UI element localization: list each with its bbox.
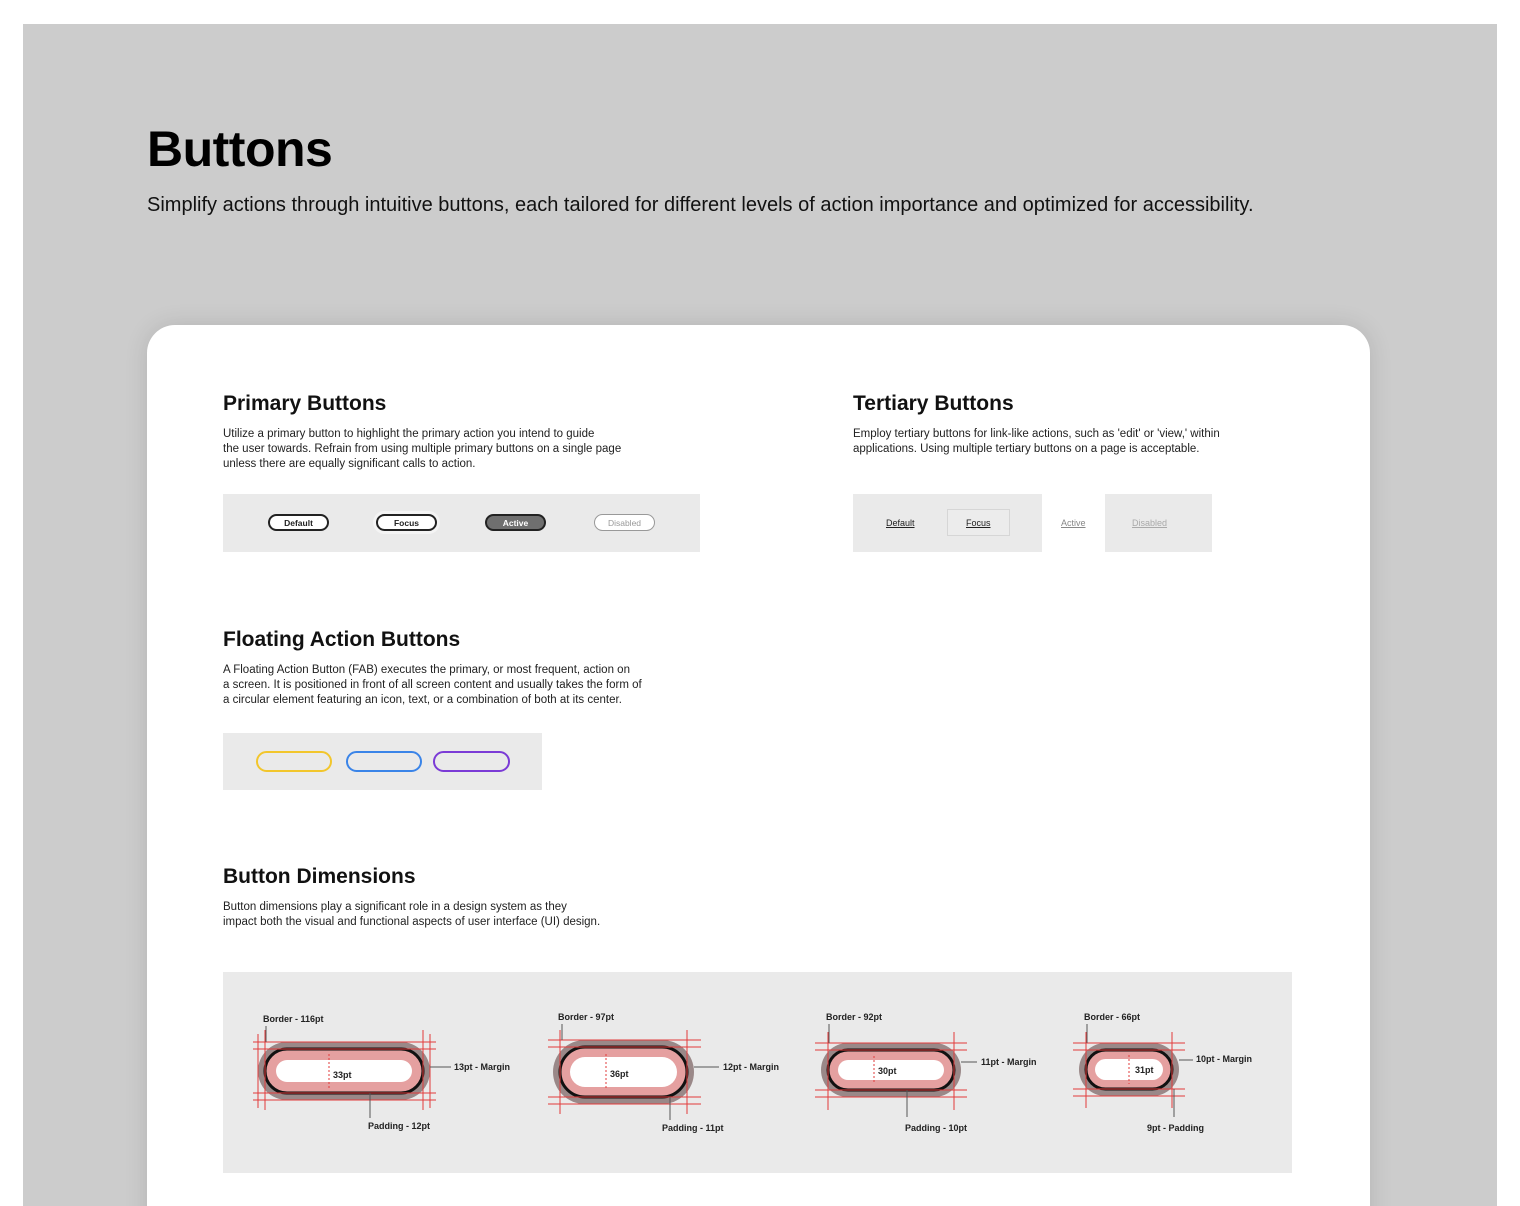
primary-buttons-title: Primary Buttons <box>223 392 387 415</box>
buttons-card <box>147 325 1370 1206</box>
fab-description: A Floating Action Button (FAB) executes the primary, or most frequent, action on a screen. It is positioned in front of all screen content and usually takes the form of a circular element featuring an icon, text, or a combination of both at its center. <box>223 664 642 706</box>
primary-default-button[interactable]: Default <box>268 514 329 531</box>
spec4-padding-label: 9pt - Padding <box>1147 1123 1204 1133</box>
fab-blue-button[interactable] <box>346 751 422 772</box>
dimensions-panel <box>223 972 1292 1173</box>
fab-panel <box>223 733 542 790</box>
primary-buttons-description: Utilize a primary button to highlight the primary action you intend to guide the user towards. Refrain from using multiple primary buttons on a single page unless there are equally significant calls to action. <box>223 428 622 470</box>
spec1-margin-label: 13pt - Margin <box>454 1062 511 1072</box>
primary-buttons-panel <box>223 494 700 552</box>
primary-focus-button[interactable]: Focus <box>376 514 437 531</box>
tertiary-disabled-link: Disabled <box>1132 518 1168 528</box>
dimension-diagrams <box>223 972 1292 1173</box>
spec3-padding-label: Padding - 10pt <box>905 1123 968 1133</box>
spec4-border-label: Border - 66pt <box>1084 1012 1141 1022</box>
dimension-spec-3 <box>815 1012 1037 1133</box>
spec3-height-label: 30pt <box>878 1066 897 1076</box>
fab-yellow-button[interactable] <box>256 751 332 772</box>
tertiary-panel-right <box>1105 494 1212 552</box>
spec2-border-label: Border - 97pt <box>558 1012 615 1022</box>
spec3-border-label: Border - 92pt <box>826 1012 883 1022</box>
fab-purple-button[interactable] <box>433 751 510 772</box>
dimension-spec-2 <box>548 1012 779 1133</box>
tertiary-buttons-title: Tertiary Buttons <box>853 392 1014 415</box>
tertiary-focus-link[interactable]: Focus <box>966 518 991 528</box>
dimension-spec-1 <box>253 1014 510 1131</box>
page-frame <box>23 24 1497 1206</box>
spec2-padding-label: Padding - 11pt <box>662 1123 724 1133</box>
spec2-height-label: 36pt <box>610 1069 629 1079</box>
spec3-margin-label: 11pt - Margin <box>981 1057 1037 1067</box>
primary-disabled-button: Disabled <box>594 514 655 531</box>
spec1-height-label: 33pt <box>333 1070 352 1080</box>
fab-title: Floating Action Buttons <box>223 628 461 651</box>
tertiary-active-link[interactable]: Active <box>1061 518 1086 528</box>
primary-active-button[interactable]: Active <box>485 514 546 531</box>
spec1-border-label: Border - 116pt <box>263 1014 324 1024</box>
spec4-margin-label: 10pt - Margin <box>1196 1054 1253 1064</box>
page-subtitle: Simplify actions through intuitive buttons, each tailored for different levels of action importance and optimized for accessibility. <box>147 194 1254 216</box>
spec1-padding-label: Padding - 12pt <box>368 1121 431 1131</box>
page-title: Buttons <box>147 121 333 177</box>
spec4-height-label: 31pt <box>1135 1065 1154 1075</box>
tertiary-panel-left <box>853 494 1042 552</box>
tertiary-focus-box <box>947 509 1010 536</box>
tertiary-default-link[interactable]: Default <box>886 518 915 528</box>
spec2-margin-label: 12pt - Margin <box>723 1062 780 1072</box>
dimensions-title: Button Dimensions <box>223 865 416 888</box>
tertiary-buttons-description: Employ tertiary buttons for link-like actions, such as 'edit' or 'view,' within applications. Using multiple tertiary buttons on a page is acceptable. <box>853 428 1220 455</box>
dimensions-description: Button dimensions play a significant role in a design system as they impact both the visual and functional aspects of user interface (UI) design. <box>223 901 601 928</box>
dimension-spec-4 <box>1073 1012 1252 1133</box>
